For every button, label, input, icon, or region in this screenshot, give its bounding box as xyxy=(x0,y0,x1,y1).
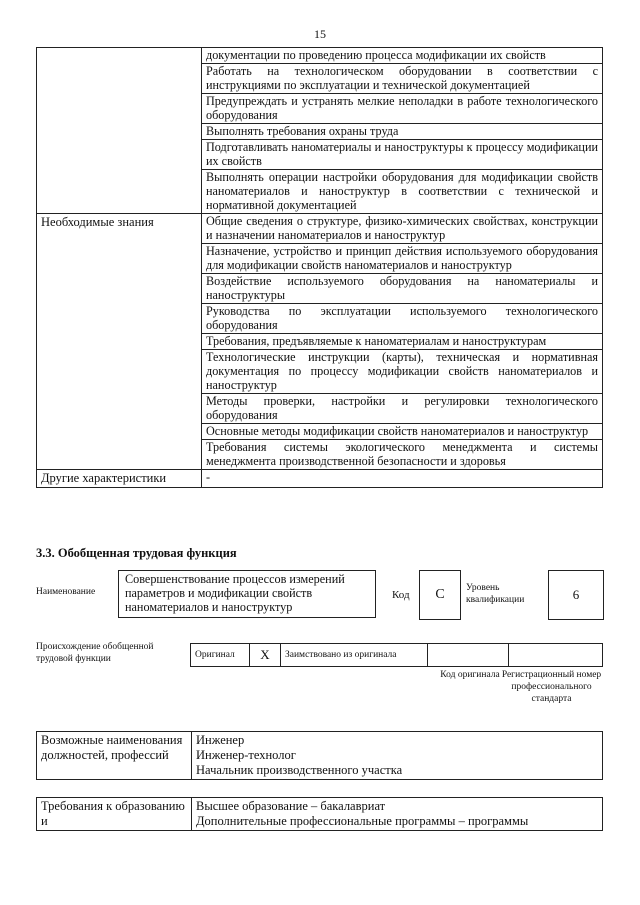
education-values xyxy=(192,798,603,831)
borrowed-label: Заимствовано из оригинала xyxy=(281,644,428,667)
empty-label-cell xyxy=(37,48,202,214)
original-label: Оригинал xyxy=(191,644,250,667)
original-mark: X xyxy=(250,644,281,667)
skill-item: Подготавливать наноматериалы и наноструктуры к процессу модификации их свойств xyxy=(202,139,602,169)
skills-cell xyxy=(202,48,603,214)
skill-item: Выполнять операции настройки оборудования для модификации свойств наноматериалов и наноструктур в соответствии с технической и нормативной документацией xyxy=(202,169,602,213)
code-value: C xyxy=(419,570,461,620)
knowledge-item: Общие сведения о структуре, физико-химических свойствах, конструкции и назначении наноматериалов и наноструктур xyxy=(206,214,598,242)
knowledge-label: Необходимые знания xyxy=(37,214,202,470)
page-number: 15 xyxy=(314,27,326,41)
code-original-cell xyxy=(428,644,509,667)
origin-label: Происхождение обобщенной трудовой функции xyxy=(36,642,154,664)
positions-label: Возможные наименования должностей, профессий xyxy=(37,732,192,780)
level-value: 6 xyxy=(548,570,604,620)
knowledge-item: Основные методы модификации свойств наноматериалов и наноструктур xyxy=(202,423,602,439)
origin-table xyxy=(190,643,603,667)
skill-item: Предупреждать и устранять мелкие неполадки в работе технологического оборудования xyxy=(202,93,602,123)
skill-item: Выполнять требования охраны труда xyxy=(202,123,602,139)
code-original-caption: Код оригинала xyxy=(440,670,500,680)
code-label: Код xyxy=(392,589,410,601)
positions-table xyxy=(36,731,603,780)
knowledge-item: Методы проверки, настройки и регулировки технологического оборудования xyxy=(202,393,602,423)
skills-table xyxy=(36,47,603,488)
education-label: Требования к образованию и xyxy=(37,798,192,831)
knowledge-item: Технологические инструкции (карты), техническая и нормативная документация по процессу модификации свойств наноматериалов и наноструктур xyxy=(202,349,602,393)
position-item: Начальник производственного участка xyxy=(196,763,403,777)
other-label: Другие характеристики xyxy=(37,470,202,488)
knowledge-item: Руководства по эксплуатации используемого технологического оборудования xyxy=(202,303,602,333)
reg-number-cell xyxy=(509,644,603,667)
knowledge-item: Требования системы экологического менеджмента и системы менеджмента производственной безопасности и здоровья xyxy=(202,439,602,469)
position-item: Инженер-технолог xyxy=(196,748,296,762)
skill-item: Работать на технологическом оборудовании в соответствии с инструкциями по эксплуатации и технической документацией xyxy=(202,63,602,93)
education-table xyxy=(36,797,603,831)
positions-values xyxy=(192,732,603,780)
name-value: Совершенствование процессов измерений параметров и модификации свойств наноматериалов и наноструктур xyxy=(118,570,376,618)
position-item: Инженер xyxy=(196,733,245,747)
section-title: 3.3. Обобщенная трудовая функция xyxy=(36,546,237,560)
knowledge-cell xyxy=(202,214,603,470)
knowledge-item: Назначение, устройство и принцип действия используемого оборудования для модификации свойств наноматериалов и наноструктур xyxy=(202,243,602,273)
skill-item: документации по проведению процесса модификации их свойств xyxy=(206,48,546,62)
other-cell xyxy=(202,470,603,488)
education-item: Дополнительные профессиональные программы – программы xyxy=(196,814,529,828)
other-value: - xyxy=(206,470,211,484)
reg-number-caption: Регистрационный номер профессионального стандарта xyxy=(501,670,602,704)
knowledge-item: Воздействие используемого оборудования на наноматериалы и наноструктуры xyxy=(202,273,602,303)
level-label: Уровень квалификации xyxy=(466,583,525,605)
knowledge-item: Требования, предъявляемые к наноматериалам и наноструктурам xyxy=(202,333,602,349)
name-label: Наименование xyxy=(36,587,96,597)
education-item: Высшее образование – бакалавриат xyxy=(196,799,386,813)
